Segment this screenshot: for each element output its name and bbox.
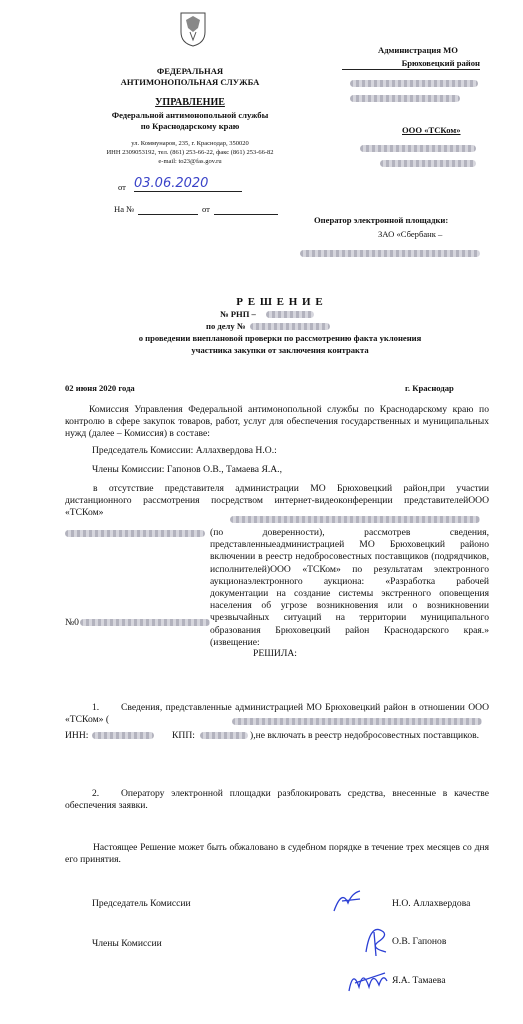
redacted-block: [65, 530, 205, 537]
appeal-paragraph: Настоящее Решение может быть обжаловано в судебном порядке в течение трех месяцев со дня его принятия.: [65, 842, 489, 866]
ref-number-label: На №: [114, 204, 135, 214]
item-1-kpp-label: КПП:: [172, 730, 195, 741]
decision-date: 02 июня 2020 года: [65, 383, 135, 393]
ref-from-line: [214, 213, 278, 215]
item-1-inn-label: ИНН:: [65, 730, 89, 741]
redacted-block: [232, 718, 482, 725]
ref-number-line: [138, 213, 198, 215]
letterhead-email: e-mail: to23@fas.gov.ru: [158, 158, 222, 165]
paragraph-review-a: [210, 527, 489, 649]
redacted-block: [350, 95, 460, 102]
redacted-block: [360, 145, 476, 152]
paragraph-chair: Председатель Комиссии: Аллахвердова Н.О.:: [92, 445, 277, 456]
paragraph-participants: в отсутствие представителя администрации МО Брюховецкий район,при участии дистанционного рассмотрения посредством интернет-видеоконференции представителейООО «ТСКом»: [65, 483, 489, 519]
item-1-conclusion: ),не включать в реестр недобросовестных поставщиков.: [250, 730, 480, 741]
decision-title: Р Е Ш Е Н И Е: [236, 296, 324, 308]
paragraph-commission: Комиссия Управления Федеральной антимонопольной службы по Краснодарскому краю по контролю в сфере закупок товаров, работ, услуг для обеспечения государственных и муниципальных нужд (далее – Комиссия) в составе:: [65, 404, 489, 440]
letterhead-dept3: по Краснодарскому краю: [140, 121, 240, 131]
letterhead-line2: АНТИМОНОПОЛЬНАЯ СЛУЖБА: [120, 77, 260, 87]
member-2-name: Я.А. Тамаева: [392, 975, 446, 986]
redacted-block: [80, 619, 210, 626]
redacted-block: [300, 250, 480, 257]
redacted-block: [92, 732, 154, 739]
notice-number: №0: [65, 617, 79, 628]
redacted-block: [380, 160, 476, 167]
from-date: 03.06.2020: [134, 176, 242, 192]
recipient-1-a: Администрация МО: [378, 45, 458, 55]
recipient-3: Оператор электронной площадки:: [314, 215, 449, 225]
decision-number: № РНП –: [220, 309, 256, 319]
paragraph-review-text: (по доверенности), рассмотрев сведения, представленныеадминистрацией МО Брюховецкий районо включении в реестр недобросовестных поставщиков (подрядчиков, исполнителей)ООО «ТСКом» по результатам электронного аукционаэлектронного аукциона: «Разработка рабочей документации на создание системы экстренного оповещения населения об угрозе возникновения или о возникновении чрезвычайных ситуаций на территории муниципального образования Брюховецкий район Краснодарского края.» (извещение:: [210, 527, 489, 648]
letterhead-addr2: ИНН 2309053192, тел. (861) 253-66-22, факс (861) 253-66-82: [106, 149, 274, 156]
letterhead-addr1: ул. Коммунаров, 235, г. Краснодар, 350020: [131, 140, 249, 147]
letterhead-dept: УПРАВЛЕНИЕ: [155, 97, 225, 108]
item-2-number: 2.: [92, 788, 100, 799]
paragraph-members: Члены Комиссии: Гапонов О.В., Тамаева Я.А.,: [92, 464, 282, 475]
redacted-block: [266, 311, 314, 318]
letterhead-line1: ФЕДЕРАЛЬНАЯ: [156, 66, 224, 76]
chair-label: Председатель Комиссии: [92, 898, 191, 909]
redacted-block: [200, 732, 248, 739]
recipient-1-b: Брюховецкий район: [342, 58, 480, 70]
item-1-number: 1.: [92, 702, 100, 713]
case-number: по делу №: [206, 321, 246, 331]
resolved-heading: РЕШИЛА:: [253, 648, 297, 659]
item-1-text: Сведения, представленные администрацией МО Брюховецкий район в отношении ООО «ТСКом» (: [65, 702, 489, 726]
member-1-name: О.В. Гапонов: [392, 936, 447, 947]
recipient-2: ООО «ТСКом»: [402, 125, 461, 135]
decision-subject-2: участника закупки от заключения контракта: [191, 345, 369, 355]
members-label: Члены Комиссии: [92, 938, 162, 949]
decision-subject-1: о проведении внеплановой проверки по рассмотрению факта уклонения: [138, 333, 422, 343]
letterhead-dept2: Федеральной антимонопольной службы: [111, 110, 269, 120]
recipient-3-b: ЗАО «Сбербанк –: [378, 229, 443, 239]
signature-chair-icon: [330, 885, 370, 915]
item-2-text: Оператору электронной площадки разблокировать средства, внесенные в качестве обеспечения заявки.: [65, 788, 489, 812]
emblem-icon: [178, 10, 208, 48]
redacted-block: [250, 323, 330, 330]
ref-from-label: от: [202, 204, 210, 214]
redacted-block: [230, 516, 480, 523]
redacted-block: [350, 80, 478, 87]
decision-city: г. Краснодар: [405, 383, 454, 393]
signature-member-2-icon: [345, 963, 391, 997]
chair-name: Н.О. Аллахвердова: [392, 898, 471, 909]
from-date-label: от: [118, 182, 126, 192]
